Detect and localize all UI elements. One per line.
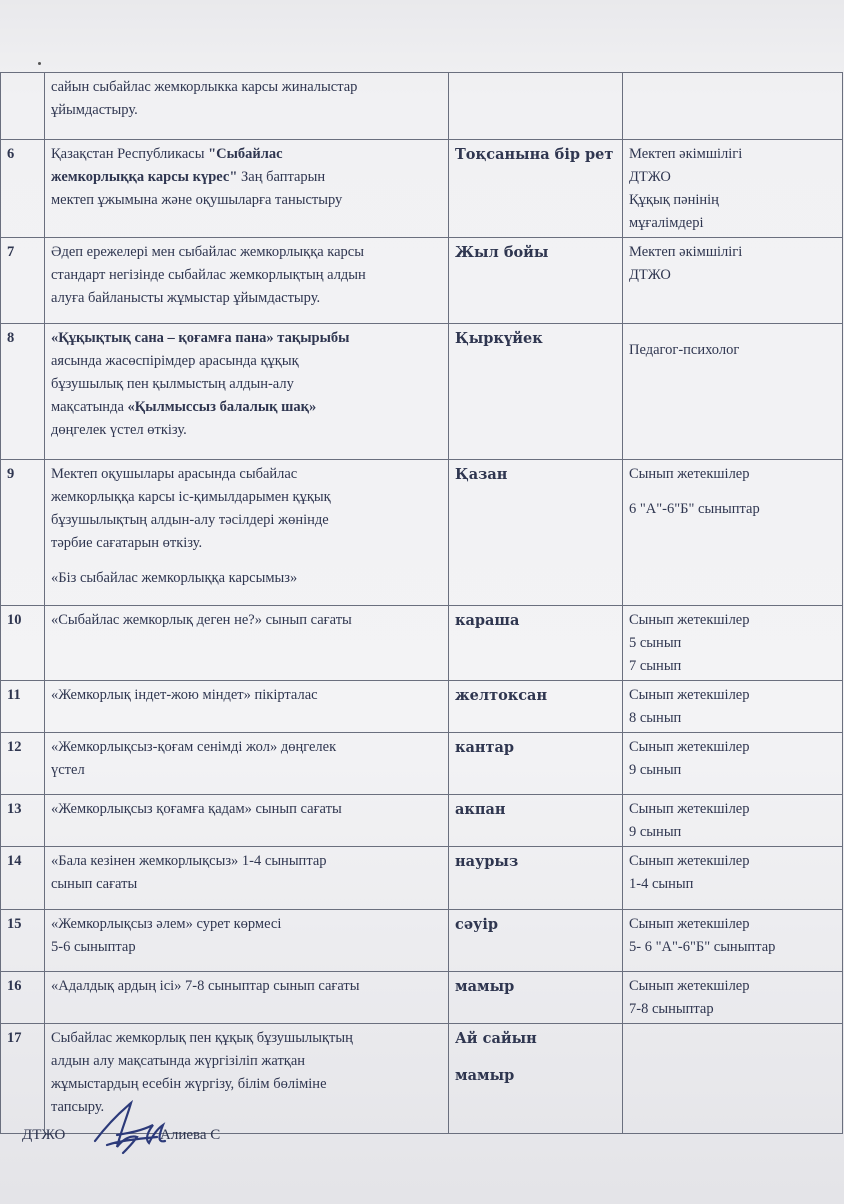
responsible-line: Мектеп әкімшілігі: [629, 244, 743, 260]
table-row: [1, 324, 843, 460]
event-timing: [449, 606, 623, 681]
responsible-line: [629, 486, 836, 498]
table-row: [1, 847, 843, 910]
event-description: [45, 733, 449, 795]
responsible-line: 9 сынып: [629, 762, 682, 778]
event-timing: [449, 324, 623, 460]
row-number: 6: [1, 140, 45, 238]
responsible-line: ДТЖО: [629, 267, 671, 283]
description-line: жемкорлыққа карсы күрес" Заң баптарын: [51, 169, 326, 185]
event-description: [45, 238, 449, 324]
responsible-line: мұғалімдері: [629, 215, 704, 231]
table-row: [1, 910, 843, 972]
table-row: [1, 460, 843, 606]
table-row: [1, 681, 843, 733]
description-line: тапсыру.: [51, 1099, 105, 1115]
table-row: [1, 73, 843, 140]
responsible-line: 6 "А"-6"Б" сыныптар: [629, 501, 760, 517]
description-line: «Жемкорлық індет-жою міндет» пікірталас: [51, 687, 318, 703]
event-description: [45, 460, 449, 606]
responsible-line: 5- 6 "А"-6"Б" сыныптар: [629, 939, 776, 955]
description-line: дөңгелек үстел өткізу.: [51, 422, 187, 438]
row-number: 11: [1, 681, 45, 733]
responsible-line: Сынып жетекшілер: [629, 612, 750, 628]
event-description: [45, 910, 449, 972]
timing-line: мамыр: [455, 978, 515, 995]
description-line: «Бала кезінен жемкорлықсыз» 1-4 сыныптар: [51, 853, 327, 869]
anti-corruption-plan-table: [0, 72, 843, 1134]
event-description: [45, 972, 449, 1024]
responsible-line: Сынып жетекшілер: [629, 466, 750, 482]
responsible-line: Сынып жетекшілер: [629, 801, 750, 817]
row-number: 17: [1, 1024, 45, 1134]
row-number: 13: [1, 795, 45, 847]
table-row: [1, 238, 843, 324]
row-number: 9: [1, 460, 45, 606]
table-row: [1, 972, 843, 1024]
responsible-party: [623, 238, 843, 324]
description-line: Мектеп оқушылары арасында сыбайлас: [51, 466, 298, 482]
event-timing: [449, 238, 623, 324]
description-line: аясында жасөспірімдер арасында құқық: [51, 353, 299, 369]
description-line: сайын сыбайлас жемкорлыкка карсы жиналыстар: [51, 79, 358, 95]
event-description: [45, 681, 449, 733]
description-line: «Жемкорлықсыз-қоғам сенімді жол» дөңгелек: [51, 739, 337, 755]
description-line: «Біз сыбайлас жемкорлыққа карсымыз»: [51, 570, 298, 586]
event-timing: [449, 140, 623, 238]
table-row: [1, 140, 843, 238]
timing-line: Тоқсанына бір рет: [455, 146, 614, 163]
event-description: [45, 324, 449, 460]
row-number: 15: [1, 910, 45, 972]
row-number: 7: [1, 238, 45, 324]
event-description: [45, 73, 449, 140]
row-number: 8: [1, 324, 45, 460]
row-number: 10: [1, 606, 45, 681]
table-row: [1, 733, 843, 795]
event-timing: [449, 73, 623, 140]
responsible-party: [623, 73, 843, 140]
event-timing: [449, 1024, 623, 1134]
description-line: алуға байланысты жұмыстар ұйымдастыру.: [51, 290, 321, 306]
timing-line: желтоксан: [455, 687, 548, 704]
responsible-line: [629, 327, 836, 339]
row-number: [1, 73, 45, 140]
responsible-line: 7 сынып: [629, 658, 682, 674]
event-timing: [449, 681, 623, 733]
responsible-line: Педагог-психолог: [629, 342, 740, 358]
description-line: үстел: [51, 762, 85, 778]
timing-line: караша: [455, 612, 520, 629]
responsible-party: [623, 733, 843, 795]
row-number: 12: [1, 733, 45, 795]
timing-line: Қыркүйек: [455, 330, 543, 347]
description-line: жемкорлыққа карсы іс-қимылдарымен құқық: [51, 489, 331, 505]
timing-line: акпан: [455, 801, 506, 818]
timing-line: кантар: [455, 739, 514, 756]
event-description: [45, 140, 449, 238]
timing-line: Қазан: [455, 466, 508, 483]
description-line: «Құқықтық сана – қоғамға пана» тақырыбы: [51, 330, 350, 346]
responsible-party: [623, 606, 843, 681]
responsible-party: [623, 1024, 843, 1134]
description-line: тәрбие сағатарын өткізу.: [51, 535, 203, 551]
description-line: «Жемкорлықсыз әлем» сурет көрмесі: [51, 916, 282, 932]
event-description: [45, 847, 449, 910]
responsible-party: [623, 324, 843, 460]
timing-line: сәуір: [455, 916, 498, 933]
table-row: [1, 795, 843, 847]
responsible-party: [623, 140, 843, 238]
responsible-party: [623, 910, 843, 972]
description-line: ұйымдастыру.: [51, 102, 138, 118]
timing-line: Жыл бойы: [455, 244, 549, 261]
event-timing: [449, 460, 623, 606]
responsible-line: Құқық пәнінің: [629, 192, 719, 208]
signature-block: [22, 1105, 422, 1165]
event-timing: [449, 847, 623, 910]
event-timing: [449, 972, 623, 1024]
description-line: стандарт негізінде сыбайлас жемкорлықтың алдын: [51, 267, 366, 283]
table-row: [1, 606, 843, 681]
description-line: бұзушылықтың алдын-алу тәсілдері жөнінде: [51, 512, 329, 528]
event-timing: [449, 733, 623, 795]
description-line: сынып сағаты: [51, 876, 138, 892]
responsible-line: Сынып жетекшілер: [629, 978, 750, 994]
responsible-line: Сынып жетекшілер: [629, 916, 750, 932]
timing-line: наурыз: [455, 853, 519, 870]
description-line: Сыбайлас жемкорлық пен құқық бұзушылықтың: [51, 1030, 353, 1046]
responsible-line: 8 сынып: [629, 710, 682, 726]
description-line: мақсатында «Қылмыссыз балалық шақ»: [51, 399, 317, 415]
description-line: 5-6 сыныптар: [51, 939, 136, 955]
responsible-line: Сынып жетекшілер: [629, 853, 750, 869]
responsible-party: [623, 681, 843, 733]
responsible-party: [623, 972, 843, 1024]
timing-line: мамыр: [455, 1067, 515, 1084]
responsible-line: 7-8 сыныптар: [629, 1001, 714, 1017]
plan-table-body: [1, 73, 843, 1134]
event-timing: [449, 795, 623, 847]
event-timing: [449, 910, 623, 972]
event-description: [45, 795, 449, 847]
responsible-line: Мектеп әкімшілігі: [629, 146, 743, 162]
responsible-line: 5 сынып: [629, 635, 682, 651]
stray-mark: [38, 62, 41, 65]
event-description: [45, 606, 449, 681]
responsible-line: Сынып жетекшілер: [629, 687, 750, 703]
description-line: мектеп ұжымына және оқушыларға таныстыру: [51, 192, 343, 208]
responsible-line: 9 сынып: [629, 824, 682, 840]
row-number: 14: [1, 847, 45, 910]
description-line: Әдеп ережелері мен сыбайлас жемкорлыққа карсы: [51, 244, 364, 260]
description-line: жұмыстардың есебін жүргізу, білім бөліміне: [51, 1076, 327, 1092]
signature-name: Алиева С: [160, 1127, 221, 1143]
responsible-party: [623, 795, 843, 847]
responsible-line: ДТЖО: [629, 169, 671, 185]
responsible-party: [623, 460, 843, 606]
description-line: «Адалдық ардың ісі» 7-8 сыныптар сынып сағаты: [51, 978, 360, 994]
responsible-line: Сынып жетекшілер: [629, 739, 750, 755]
description-line: [51, 555, 442, 567]
description-line: «Сыбайлас жемкорлық деген не?» сынып сағаты: [51, 612, 352, 628]
timing-line: Ай сайын: [455, 1030, 537, 1047]
row-number: 16: [1, 972, 45, 1024]
description-line: бұзушылық пен қылмыстың алдын-алу: [51, 376, 294, 392]
description-line: алдын алу мақсатында жүргізіліп жатқан: [51, 1053, 306, 1069]
signature-role: ДТЖО: [22, 1127, 66, 1143]
description-line: «Жемкорлықсыз қоғамға қадам» сынып сағаты: [51, 801, 342, 817]
responsible-party: [623, 847, 843, 910]
responsible-line: 1-4 сынып: [629, 876, 694, 892]
description-line: Қазақстан Республикасы "Сыбайлас: [51, 146, 283, 162]
